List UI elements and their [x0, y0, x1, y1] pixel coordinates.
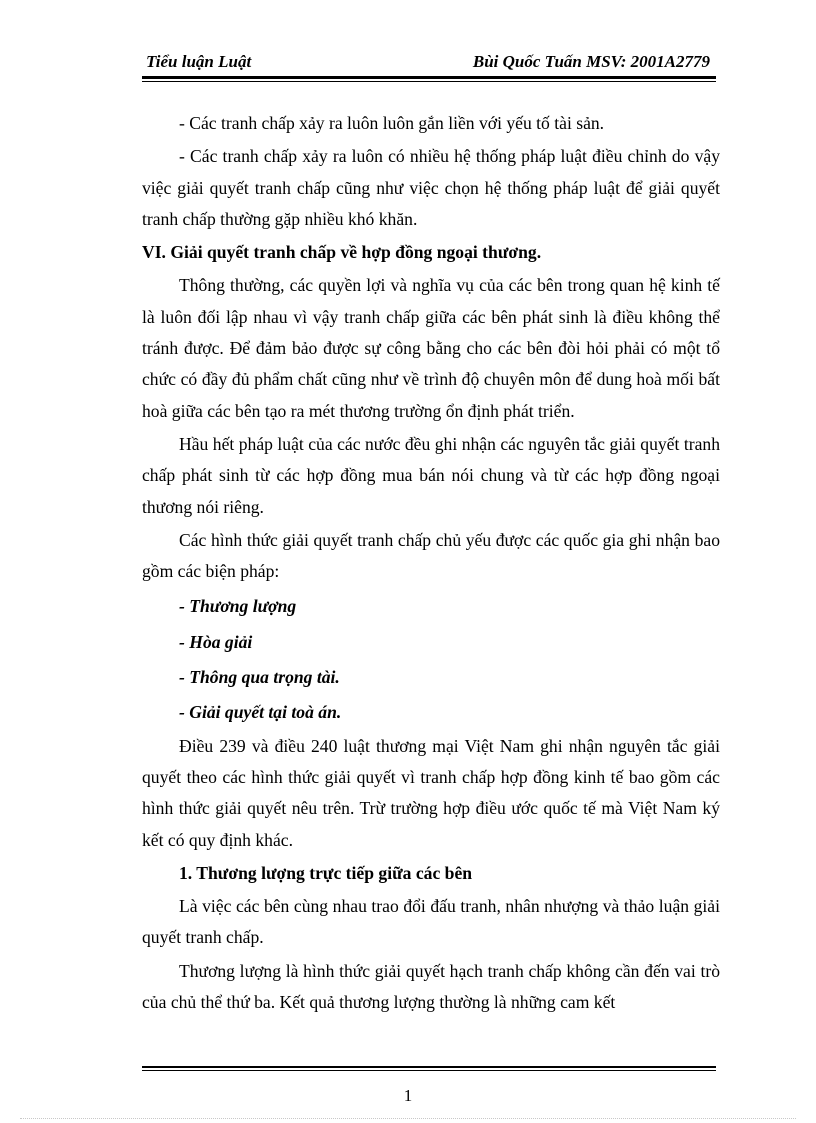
list-item: - Thông qua trọng tài. [179, 667, 340, 688]
paragraph: - Các tranh chấp xảy ra luôn có nhiều hệ thống pháp luật điều chỉnh do vậy việc giải quyết tranh chấp cũng như việc chọn hệ thống pháp luật để giải quyết tranh chấp thường gặp nhiều khó khăn. [142, 146, 720, 229]
document-body [142, 108, 720, 1018]
paragraph: Thông thường, các quyền lợi và nghĩa vụ của các bên trong quan hệ kinh tế là luôn đối lập nhau vì vậy tranh chấp giữa các bên phát sinh là điều không thể tránh được. Để đảm bảo được sự công bằng cho các bên đòi hỏi phải có một tổ chức có đầy đủ phẩm chất cũng như về trình độ chuyên môn để dung hoà mối bất hoà giữa các bên tạo ra mét thương trường ổn định phát triển. [142, 275, 720, 421]
header-author: Bùi Quốc Tuấn MSV: 2001A2779 [472, 52, 710, 71]
paragraph: Các hình thức giải quyết tranh chấp chủ yếu được các quốc gia ghi nhận bao gồm các biện pháp: [142, 529, 720, 582]
list-item: - Thương lượng [179, 596, 297, 617]
paragraph: Là việc các bên cùng nhau trao đổi đấu tranh, nhân nhượng và thảo luận giải quyết tranh chấp. [142, 896, 720, 948]
paragraph: Hầu hết pháp luật của các nước đều ghi nhận các nguyên tắc giải quyết tranh chấp phát sinh từ các hợp đồng mua bán nói chung và từ các hợp đồng ngoại thương nói riêng. [142, 433, 720, 517]
list-item: - Giải quyết tại toà án. [179, 702, 342, 723]
header-rule [142, 76, 716, 79]
page-header [142, 50, 714, 78]
section-heading: VI. Giải quyết tranh chấp về hợp đồng ngoại thương. [142, 242, 542, 263]
paragraph: Thương lượng là hình thức giải quyết hạch tranh chấp không cần đến vai trò của chủ thể thứ ba. Kết quả thương lượng thường là những cam kết [142, 960, 720, 1013]
page-edge-divider [20, 1118, 796, 1119]
subsection-heading: 1. Thương lượng trực tiếp giữa các bên [179, 862, 473, 883]
footer-rule-thin [142, 1070, 716, 1071]
list-item: - Hòa giải [179, 631, 253, 652]
paragraph: - Các tranh chấp xảy ra luôn luôn gắn liền với yếu tố tài sản. [179, 113, 605, 133]
paragraph: Điều 239 và điều 240 luật thương mại Việt Nam ghi nhận nguyên tắc giải quyết theo các hình thức giải quyết vì tranh chấp hợp đồng kinh tế bao gồm các hình thức giải quyết nêu trên. Trừ trường hợp điều ước quốc tế mà Việt Nam ký kết có quy định khác. [142, 735, 720, 850]
header-title: Tiểu luận Luật [146, 52, 252, 71]
page-number: 1 [403, 1086, 413, 1105]
header-rule-thin [142, 81, 716, 82]
footer-rule [142, 1066, 716, 1068]
